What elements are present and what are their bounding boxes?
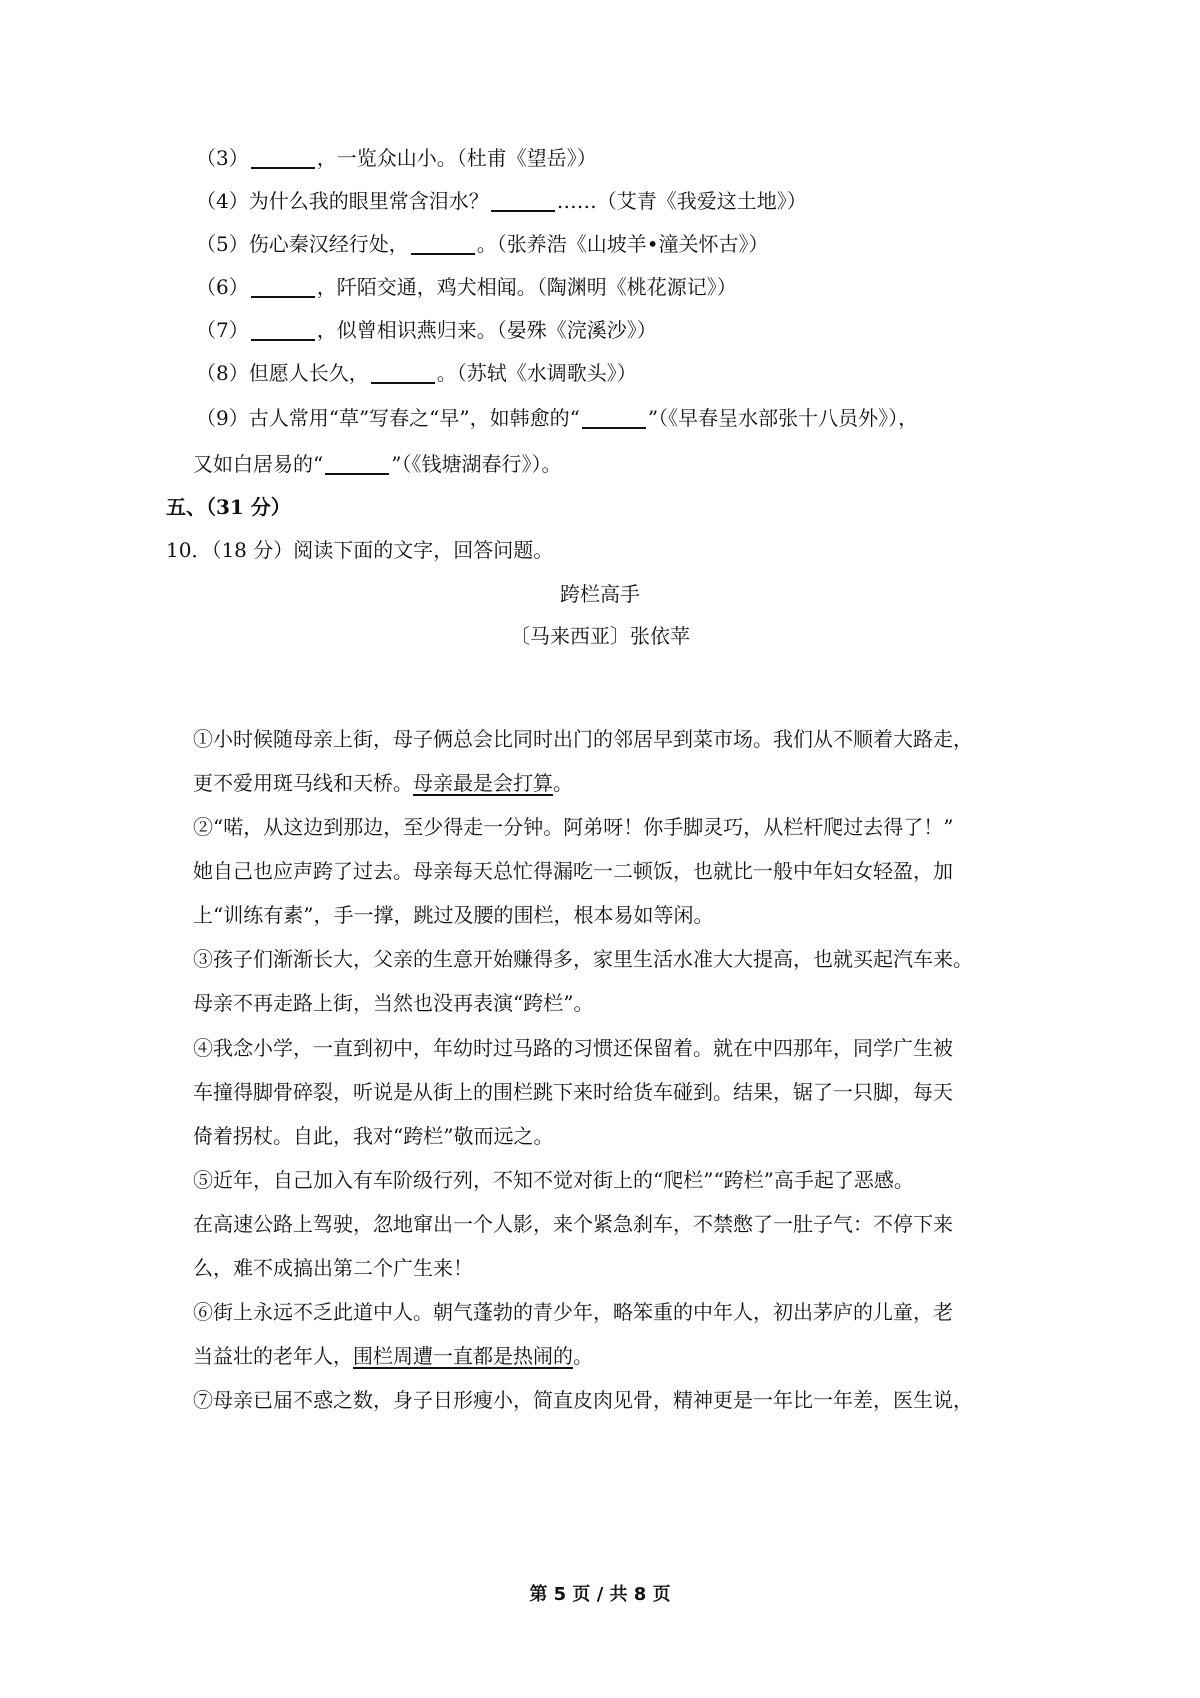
question-text: 为什么我的眼里常含泪水？ <box>248 189 489 213</box>
paragraph-1-line-2 <box>193 771 573 795</box>
answer-blank[interactable] <box>582 407 646 429</box>
question-number: （8） <box>196 361 249 385</box>
paragraph-3-line-1: ③孩子们渐渐长大，父亲的生意开始赚得多，家里生活水准大大提高，也就买起汽车来。 <box>193 947 973 971</box>
answer-blank[interactable] <box>491 190 555 212</box>
question-number: （3） <box>196 146 249 170</box>
question-4 <box>196 189 807 213</box>
question-number: （9） <box>196 406 249 430</box>
question-text: 又如白居易的“ <box>193 452 324 476</box>
question-text: ，一览众山小。（杜甫《望岳》） <box>316 146 597 170</box>
question-10-stem: 10．（18 分）阅读下面的文字，回答问题。 <box>166 538 554 562</box>
paragraph-2-line-3: 上“训练有素”，手一撑，跳过及腰的围栏，根本易如等闲。 <box>193 903 714 927</box>
paragraph-text: 。 <box>573 1344 593 1368</box>
question-number: （7） <box>196 318 249 342</box>
question-5 <box>196 232 769 256</box>
underlined-sentence: 母亲最是会打算 <box>413 771 553 795</box>
answer-blank[interactable] <box>251 276 315 298</box>
paragraph-5-line-1: ⑤近年，自己加入有车阶级行列，不知不觉对街上的“爬栏”“跨栏”高手起了恶感。 <box>193 1168 914 1192</box>
question-text: 古人常用“草”写春之“早”，如韩愈的“ <box>248 406 580 430</box>
paragraph-4-line-3: 倚着拐杖。自此，我对“跨栏”敬而远之。 <box>193 1124 554 1148</box>
question-text: 伤心秦汉经行处， <box>248 232 409 256</box>
question-number: （6） <box>196 275 249 299</box>
paragraph-4-line-1: ④我念小学，一直到初中，年幼时过马路的习惯还保留着。就在中四那年，同学广生被 <box>193 1036 953 1060</box>
paragraph-4-line-2: 车撞得脚骨碎裂，听说是从街上的围栏跳下来时给货车碰到。结果，锯了一只脚，每天 <box>193 1080 953 1104</box>
section-title: 五、（31 分） <box>166 495 291 519</box>
article-author: 〔马来西亚〕张依苹 <box>510 624 690 648</box>
paragraph-text: 。 <box>553 771 573 795</box>
paragraph-3-line-2: 母亲不再走路上街，当然也没再表演“跨栏”。 <box>193 991 594 1015</box>
question-7 <box>196 318 657 342</box>
paragraph-6-line-1: ⑥街上永远不乏此道中人。朝气蓬勃的青少年，略笨重的中年人，初出茅庐的儿童，老 <box>193 1300 953 1324</box>
answer-blank[interactable] <box>325 453 389 475</box>
question-number: （4） <box>196 189 249 213</box>
paragraph-1-line-1: ①小时候随母亲上街，母子俩总会比同时出门的邻居早到菜市场。我们从不顺着大路走， <box>193 727 973 751</box>
question-text: 。（苏轼《水调歌头》） <box>436 361 637 385</box>
paragraph-7-line-1: ⑦母亲已届不惑之数，身子日形瘦小，简直皮肉见骨，精神更是一年比一年差，医生说， <box>193 1388 973 1412</box>
question-number: （5） <box>196 232 249 256</box>
answer-blank[interactable] <box>251 319 315 341</box>
question-text: ，阡陌交通，鸡犬相闻。（陶渊明《桃花源记》） <box>316 275 737 299</box>
question-text: ”（《钱塘湖春行》）。 <box>391 452 562 476</box>
question-text: ，似曾相识燕归来。（晏殊《浣溪沙》） <box>316 318 657 342</box>
paragraph-6-line-2 <box>193 1344 593 1368</box>
paragraph-5-line-2: 在高速公路上驾驶，忽地窜出一个人影，来个紧急刹车，不禁憋了一肚子气：不停下来 <box>193 1212 953 1236</box>
question-9-line-2 <box>193 452 561 476</box>
question-text: 。（张养浩《山坡羊•潼关怀古》） <box>476 232 769 256</box>
question-text: 但愿人长久， <box>248 361 369 385</box>
answer-blank[interactable] <box>371 362 435 384</box>
paragraph-text: 更不爱用斑马线和天桥。 <box>193 771 413 795</box>
question-3 <box>196 146 597 170</box>
question-9-line-1 <box>196 406 918 430</box>
question-6 <box>196 275 737 299</box>
paragraph-5-line-3: 么，难不成搞出第二个广生来！ <box>193 1256 473 1280</box>
underlined-sentence: 围栏周遭一直都是热闹的 <box>353 1344 573 1368</box>
answer-blank[interactable] <box>411 233 475 255</box>
question-8 <box>196 361 637 385</box>
paragraph-text: 当益壮的老年人， <box>193 1344 353 1368</box>
question-text: ”（《早春呈水部张十八员外》）， <box>647 406 919 430</box>
page-footer: 第 5 页 / 共 8 页 <box>529 1584 671 1605</box>
answer-blank[interactable] <box>251 147 315 169</box>
paragraph-2-line-2: 她自己也应声跨了过去。母亲每天总忙得漏吃一二顿饭，也就比一般中年妇女轻盈，加 <box>193 859 953 883</box>
article-title: 跨栏高手 <box>560 582 640 606</box>
paragraph-2-line-1: ②“喏，从这边到那边，至少得走一分钟。阿弟呀！你手脚灵巧，从栏杆爬过去得了！” <box>193 815 954 839</box>
question-text: ……（艾青《我爱这土地》） <box>556 189 807 213</box>
